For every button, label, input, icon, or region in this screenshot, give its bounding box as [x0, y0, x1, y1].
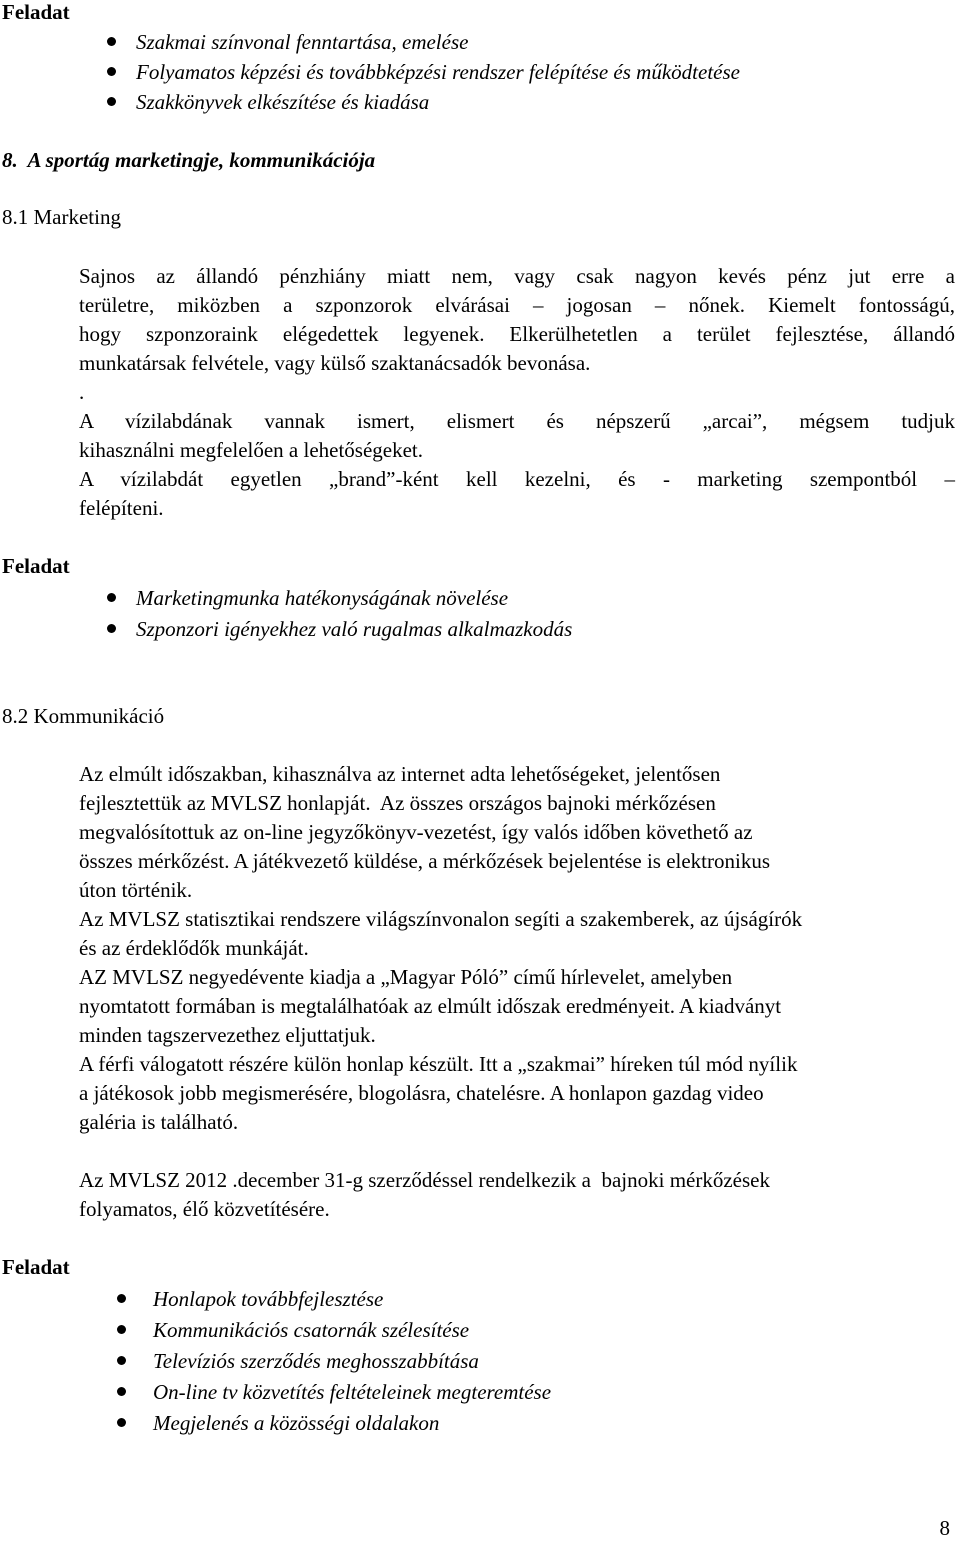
section-heading-8-1: 8.1 Marketing — [2, 205, 121, 229]
paragraph-line: felépíteni. — [79, 496, 164, 520]
paragraph-line: Az MVLSZ 2012 .december 31-g szerződéssel rendelkezik a bajnoki mérkőzések — [79, 1168, 771, 1192]
paragraph-line: . — [79, 380, 85, 404]
list-item: Kommunikációs csatornák szélesítése — [153, 1318, 470, 1342]
bullet-icon — [107, 624, 116, 633]
bullet-icon — [117, 1356, 126, 1365]
paragraph-line: területre, miközben a szponzorok elvárásai – jogosan – nőnek. Kiemelt fontosságú, — [79, 293, 955, 317]
list-item: Szakmai színvonal fenntartása, emelése — [136, 30, 469, 54]
paragraph-line: A férfi válogatott részére külön honlap készült. Itt a „szakmai” híreken túl mód nyílik — [79, 1052, 798, 1076]
bullet-icon — [117, 1418, 126, 1427]
bullet-icon — [107, 37, 116, 46]
page-number: 8 — [939, 1516, 950, 1540]
list-item: On-line tv közvetítés feltételeinek megteremtése — [153, 1380, 552, 1404]
paragraph-line: minden tagszervezethez eljuttatjuk. — [79, 1023, 376, 1047]
section-heading-8: 8. A sportág marketingje, kommunikációja — [2, 148, 376, 172]
list-item: Honlapok továbbfejlesztése — [153, 1287, 384, 1311]
feladat-label-1: Feladat — [2, 0, 70, 24]
paragraph-line: kihasználni megfelelően a lehetőségeket. — [79, 438, 424, 462]
bullet-icon — [117, 1387, 126, 1396]
list-item: Televíziós szerződés meghosszabbítása — [153, 1349, 479, 1373]
paragraph-line: hogy szponzoraink elégedettek legyenek. Elkerülhetetlen a terület fejlesztése, állandó — [79, 322, 955, 346]
paragraph-line: AZ MVLSZ negyedévente kiadja a „Magyar Póló” című hírlevelet, amelyben — [79, 965, 733, 989]
paragraph-line: munkatársak felvétele, vagy külső szaktanácsadók bevonása. — [79, 351, 591, 375]
bullet-icon — [117, 1294, 126, 1303]
paragraph-line: A vízilabdának vannak ismert, elismert és népszerű „arcai”, mégsem tudjuk — [79, 409, 955, 433]
list-item: Megjelenés a közösségi oldalakon — [153, 1411, 440, 1435]
paragraph-line: megvalósítottuk az on-line jegyzőkönyv-vezetést, így valós időben követhető az — [79, 820, 753, 844]
paragraph-line: Sajnos az állandó pénzhiány miatt nem, vagy csak nagyon kevés pénz jut erre a — [79, 264, 955, 288]
bullet-icon — [117, 1325, 126, 1334]
paragraph-line: Az MVLSZ statisztikai rendszere világszínvonalon segíti a szakemberek, az újságírók — [79, 907, 803, 931]
paragraph-line: A vízilabdát egyetlen „brand”-ként kell kezelni, és - marketing szempontból – — [79, 467, 955, 491]
list-item: Marketingmunka hatékonyságának növelése — [136, 586, 509, 610]
bullet-icon — [107, 97, 116, 106]
list-item: Szponzori igényekhez való rugalmas alkalmazkodás — [136, 617, 573, 641]
section-heading-8-2: 8.2 Kommunikáció — [2, 704, 165, 728]
feladat-label-3: Feladat — [2, 1255, 70, 1279]
paragraph-line: fejlesztettük az MVLSZ honlapját. Az összes országos bajnoki mérkőzésen — [79, 791, 716, 815]
list-item: Szakkönyvek elkészítése és kiadása — [136, 90, 430, 114]
bullet-icon — [107, 593, 116, 602]
list-item: Folyamatos képzési és továbbképzési rendszer felépítése és működtetése — [136, 60, 740, 84]
paragraph-line: és az érdeklődők munkáját. — [79, 936, 309, 960]
paragraph-line: nyomtatott formában is megtalálhatóak az elmúlt időszak eredményeit. A kiadványt — [79, 994, 782, 1018]
bullet-icon — [107, 67, 116, 76]
feladat-label-2: Feladat — [2, 554, 70, 578]
paragraph-line: összes mérkőzést. A játékvezető küldése, a mérkőzések bejelentése is elektronikus — [79, 849, 771, 873]
paragraph-line: a játékosok jobb megismerésére, blogolásra, chatelésre. A honlapon gazdag video — [79, 1081, 764, 1105]
paragraph-line: galéria is található. — [79, 1110, 239, 1134]
paragraph-line: úton történik. — [79, 878, 193, 902]
paragraph-line: Az elmúlt időszakban, kihasználva az internet adta lehetőségeket, jelentősen — [79, 762, 721, 786]
paragraph-line: folyamatos, élő közvetítésére. — [79, 1197, 330, 1221]
